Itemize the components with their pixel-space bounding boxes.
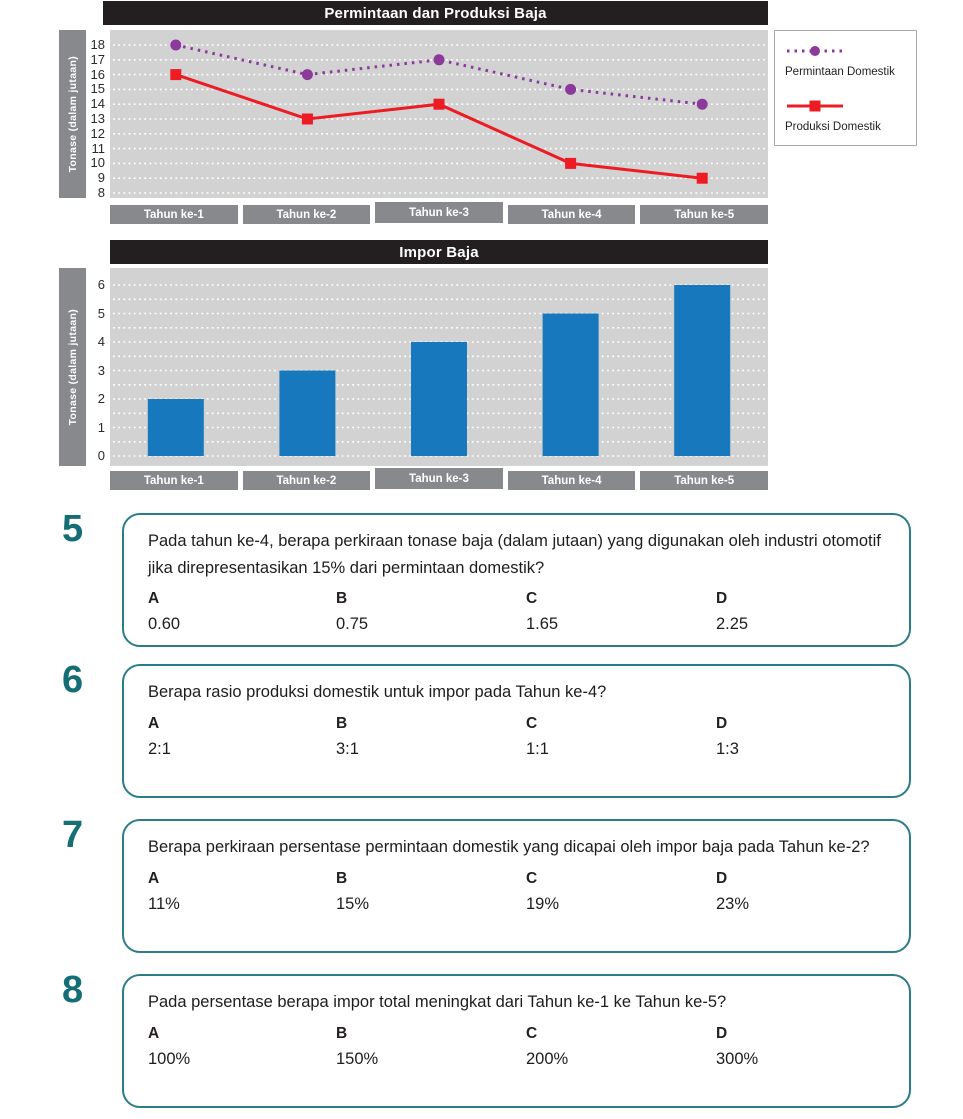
option-value: 11% — [148, 894, 180, 913]
bar-chart-title: Impor Baja — [110, 240, 768, 264]
option-letter: B — [336, 714, 348, 732]
y-axis-label: Tonase (dalam jutaan) — [66, 308, 79, 426]
option-value: 100% — [148, 1049, 191, 1068]
legend — [774, 30, 917, 146]
data-point-square — [697, 173, 708, 184]
x-axis-categories — [110, 205, 768, 224]
option-value: 150% — [336, 1049, 379, 1068]
y-tick-label: 4 — [97, 334, 105, 349]
options-row — [148, 715, 889, 759]
options-row — [148, 1025, 889, 1069]
option-value: 15% — [336, 894, 370, 913]
y-tick-label: 12 — [90, 126, 105, 141]
question-card — [122, 664, 911, 798]
option-cell[interactable] — [526, 590, 716, 634]
option-value: 200% — [526, 1049, 569, 1068]
option-value: 2:1 — [148, 739, 171, 758]
y-tick-label: 13 — [90, 111, 105, 126]
option-value: 1:1 — [526, 739, 549, 758]
legend-item — [785, 98, 908, 133]
option-value: 300% — [716, 1049, 759, 1068]
options-row — [148, 590, 889, 634]
x-category-label: Tahun ke-1 — [110, 205, 238, 224]
data-point-square — [170, 69, 181, 80]
option-value: 0.75 — [336, 615, 369, 634]
question-card — [122, 819, 911, 953]
data-point-square — [565, 158, 576, 169]
option-value: 3:1 — [336, 739, 359, 758]
data-point-circle — [434, 54, 445, 65]
legend-swatch — [785, 43, 845, 59]
legend-label: Produksi Domestik — [785, 121, 881, 133]
option-letter: D — [716, 869, 728, 887]
option-cell[interactable] — [716, 590, 889, 634]
question-text: Pada persentase berapa impor total meningkat dari Tahun ke-1 ke Tahun ke-5? — [148, 993, 727, 1011]
x-category-label: Tahun ke-3 — [375, 468, 503, 489]
question-number: 8 — [62, 969, 84, 1011]
option-cell[interactable] — [526, 715, 716, 759]
x-category-label: Tahun ke-5 — [640, 205, 768, 224]
x-category-label: Tahun ke-1 — [110, 471, 238, 490]
option-value: 23% — [716, 894, 750, 913]
x-category-label: Tahun ke-4 — [508, 471, 636, 490]
y-tick-label: 10 — [90, 155, 105, 170]
option-letter: C — [526, 869, 538, 887]
option-cell[interactable] — [148, 715, 336, 759]
x-category-label: Tahun ke-4 — [508, 205, 636, 224]
y-tick-label: 16 — [90, 67, 105, 82]
options-row — [148, 870, 889, 914]
option-cell[interactable] — [716, 715, 889, 759]
x-category-label: Tahun ke-5 — [640, 471, 768, 490]
x-category-label: Tahun ke-2 — [243, 471, 371, 490]
bar — [148, 399, 204, 456]
x-category-label: Tahun ke-3 — [375, 202, 503, 223]
y-tick-labels — [84, 30, 107, 198]
y-tick-label: 15 — [90, 81, 105, 96]
legend-item — [785, 43, 908, 78]
y-tick-label: 1 — [97, 420, 105, 435]
bar — [411, 342, 467, 456]
option-letter: B — [336, 869, 348, 887]
y-tick-label: 3 — [97, 363, 105, 378]
option-cell[interactable] — [716, 1025, 889, 1069]
option-letter: C — [526, 714, 538, 732]
data-point-circle — [302, 69, 313, 80]
data-point-circle — [170, 40, 181, 51]
y-axis-label: Tonase (dalam jutaan) — [66, 55, 79, 173]
y-tick-label: 9 — [97, 170, 105, 185]
option-value: 2.25 — [716, 615, 749, 634]
bar — [279, 371, 335, 457]
y-tick-label: 14 — [90, 96, 105, 111]
question-number: 5 — [62, 508, 84, 550]
question-number: 7 — [62, 814, 84, 856]
bar — [543, 314, 599, 457]
line-chart-title: Permintaan dan Produksi Baja — [103, 1, 768, 25]
option-letter: B — [336, 1024, 348, 1042]
option-cell[interactable] — [148, 1025, 336, 1069]
bar-plot — [110, 268, 768, 466]
option-letter: D — [716, 590, 728, 608]
x-category-label: Tahun ke-2 — [243, 205, 371, 224]
data-point-square — [302, 114, 313, 125]
option-cell[interactable] — [336, 715, 526, 759]
option-value: 0.60 — [148, 615, 181, 634]
option-letter: B — [336, 590, 348, 608]
y-tick-label: 18 — [90, 37, 105, 52]
data-point-circle — [697, 99, 708, 110]
line-chart — [0, 0, 963, 232]
y-tick-label: 17 — [90, 52, 105, 67]
legend-label: Permintaan Domestik — [785, 66, 895, 78]
x-axis-categories — [110, 471, 768, 490]
y-tick-label: 5 — [97, 306, 105, 321]
bar-chart — [0, 240, 963, 495]
option-cell[interactable] — [336, 590, 526, 634]
option-letter: D — [716, 714, 728, 732]
option-letter: C — [526, 590, 538, 608]
question-card — [122, 974, 911, 1108]
option-value: 1:3 — [716, 739, 739, 758]
y-tick-label: 0 — [97, 448, 105, 463]
y-tick-labels — [84, 268, 107, 466]
bar — [674, 285, 730, 456]
option-value: 19% — [526, 894, 560, 913]
y-tick-label: 8 — [97, 185, 105, 200]
option-cell[interactable] — [148, 590, 336, 634]
question-number: 6 — [62, 659, 84, 701]
option-letter: A — [148, 869, 160, 887]
line-plot — [110, 30, 768, 198]
option-cell[interactable] — [526, 1025, 716, 1069]
option-value: 1.65 — [526, 615, 559, 634]
legend-swatch — [785, 98, 845, 114]
data-point-circle — [565, 84, 576, 95]
option-letter: C — [526, 1024, 538, 1042]
y-tick-label: 6 — [97, 277, 105, 292]
option-letter: A — [148, 590, 160, 608]
option-letter: D — [716, 1024, 728, 1042]
question-card — [122, 513, 911, 647]
question-text: Pada tahun ke-4, berapa perkiraan tonase baja (dalam jutaan) yang digunakan oleh industri otomotif jika direpresentasikan 15% dari permintaan domestik? — [148, 532, 881, 577]
question-text: Berapa rasio produksi domestik untuk impor pada Tahun ke-4? — [148, 683, 607, 701]
option-cell[interactable] — [148, 870, 336, 914]
option-letter: A — [148, 1024, 160, 1042]
y-tick-label: 2 — [97, 391, 105, 406]
option-cell[interactable] — [526, 870, 716, 914]
y-tick-label: 11 — [91, 141, 105, 156]
option-cell[interactable] — [336, 870, 526, 914]
question-text: Berapa perkiraan persentase permintaan domestik yang dicapai oleh impor baja pada Tahun ke-2? — [148, 838, 870, 856]
option-cell[interactable] — [336, 1025, 526, 1069]
option-cell[interactable] — [716, 870, 889, 914]
option-letter: A — [148, 714, 160, 732]
data-point-square — [434, 99, 445, 110]
